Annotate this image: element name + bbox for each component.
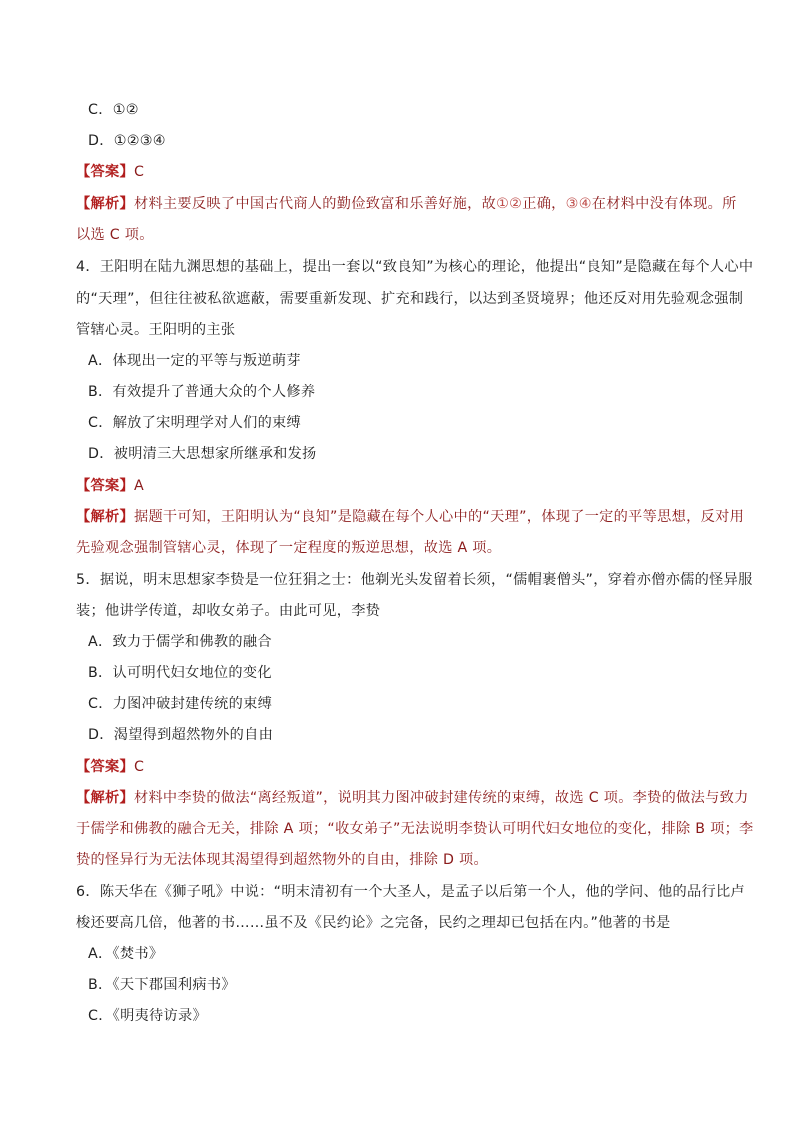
answer-line [76, 476, 144, 496]
analysis-tag: 【解析】 [76, 790, 134, 806]
answer-value: A [133, 478, 144, 494]
answer-value: C [133, 164, 145, 180]
question-4-stem: 的“天理”，但往往被私欲遮蔽，需要重新发现、扩充和践行，以达到圣贤境界；他还反对用先验观念强制 [76, 291, 744, 307]
analysis-line [76, 194, 737, 214]
question-5-stem: 装；他讲学传道，却收女弟子。由此可见，李贽 [76, 603, 381, 619]
analysis-text: 据题干可知，王阳明认为“良知”是隐藏在每个人心中的“天理”，体现了一定的平等思想，反对用 [133, 509, 745, 525]
analysis-text: 材料中李贽的做法“离经叛道”，说明其力图冲破封建传统的束缚，故选 C 项。李贽的做法与致力 [133, 790, 749, 806]
option-d: D．渴望得到超然物外的自由 [88, 727, 274, 743]
option-c: C．力图冲破封建传统的束缚 [88, 696, 273, 712]
question-4-stem: 4．王阳明在陆九渊思想的基础上，提出一套以“致良知”为核心的理论，他提出“良知”是隐藏在每个人心中 [76, 259, 754, 275]
option-c: C．解放了宋明理学对人们的束缚 [88, 415, 302, 431]
option-c: C．①② [88, 102, 139, 118]
answer-line [76, 757, 144, 777]
option-a: A．致力于儒学和佛教的融合 [88, 634, 272, 650]
question-5-stem: 5．据说，明末思想家李贽是一位狂狷之士：他剃光头发留着长须，“儒帽裹僧头”，穿着亦僧亦儒的怪异服 [76, 572, 753, 588]
analysis-line [76, 788, 749, 808]
analysis-line: 先验观念强制管辖心灵，体现了一定程度的叛逆思想，故选 A 项。 [76, 540, 502, 556]
analysis-text: 在材料中没有体现。所 [591, 196, 737, 212]
question-4-stem: 管辖心灵。王阳明的主张 [76, 322, 236, 338]
answer-tag: 【答案】 [76, 759, 134, 775]
analysis-text: 正确， [522, 196, 566, 212]
analysis-line: 于儒学和佛教的融合无关，排除 A 项；“收女弟子”无法说明李贽认可明代妇女地位的变化，排除 B 项；李 [76, 821, 754, 837]
analysis-highlight: ③④ [565, 196, 592, 212]
analysis-tag: 【解析】 [76, 509, 134, 525]
answer-value: C [133, 759, 145, 775]
analysis-line: 以选 C 项。 [76, 227, 154, 243]
analysis-text: 材料主要反映了中国古代商人的勤俭致富和乐善好施，故 [133, 196, 497, 212]
option-b: B．有效提升了普通大众的个人修养 [88, 384, 316, 400]
question-6-stem: 6．陈天华在《狮子吼》中说：“明末清初有一个大圣人，是孟子以后第一个人，他的学问、他的品行比卢 [76, 884, 745, 900]
option-a: A．《焚书》 [88, 946, 164, 962]
option-d: D．①②③④ [88, 133, 166, 149]
answer-line [76, 162, 144, 182]
analysis-tag: 【解析】 [76, 196, 134, 212]
analysis-highlight: ①② [496, 196, 523, 212]
option-b: B．《天下郡国利病书》 [88, 977, 236, 993]
answer-tag: 【答案】 [76, 164, 134, 180]
option-d: D．被明清三大思想家所继承和发扬 [88, 446, 317, 462]
analysis-line: 贽的怪异行为无法体现其渴望得到超然物外的自由，排除 D 项。 [76, 852, 489, 868]
option-a: A．体现出一定的平等与叛逆萌芽 [88, 353, 301, 369]
option-b: B．认可明代妇女地位的变化 [88, 665, 272, 681]
answer-tag: 【答案】 [76, 478, 134, 494]
option-c: C．《明夷待访录》 [88, 1008, 208, 1024]
question-6-stem: 梭还要高几倍，他著的书……虽不及《民约论》之完备，民约之理却已包括在内。”他著的书是 [76, 915, 671, 931]
analysis-line [76, 507, 744, 527]
